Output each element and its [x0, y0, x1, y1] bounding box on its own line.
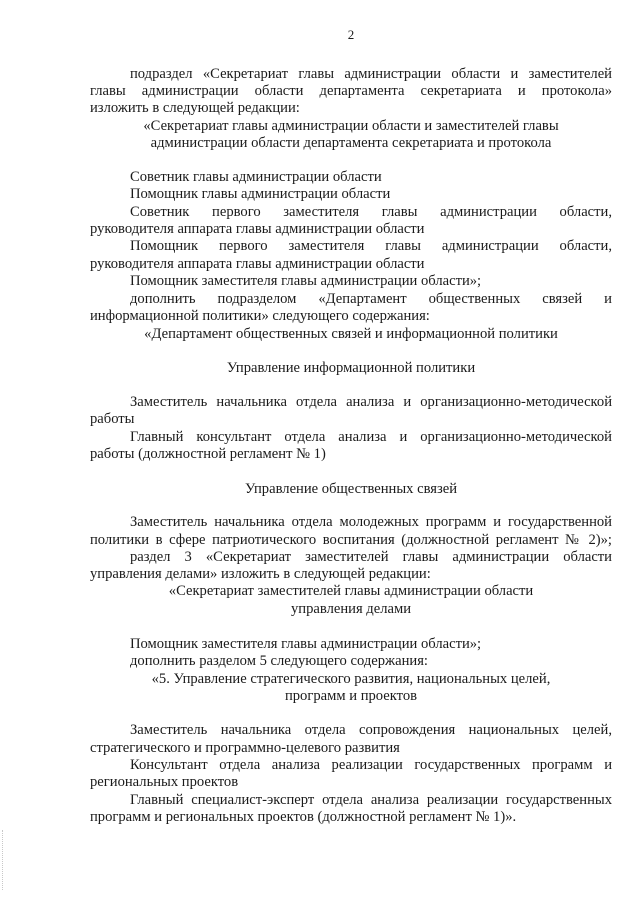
- text-line: управления делами» изложить в следующей редакции:: [90, 566, 431, 582]
- text-line: информационной политики» следующего содержания:: [90, 308, 430, 324]
- position-line: Главный специалист-эксперт отдела анализа реализации государственных: [130, 792, 612, 808]
- quoted-heading: «5. Управление стратегического развития, национальных целей,: [151, 671, 551, 687]
- scan-margin-mark: [2, 830, 7, 890]
- section-heading: Управление общественных связей: [244, 481, 458, 497]
- document-page: [90, 0, 612, 905]
- section-heading: Управление информационной политики: [226, 360, 476, 376]
- text-line: дополнить подразделом «Департамент общественных связей и: [130, 291, 612, 307]
- position-line: Заместитель начальника отдела молодежных программ и государственной: [130, 514, 612, 530]
- text-line: главы администрации области департамента секретариата и протокола»: [90, 83, 612, 99]
- page-number: 2: [347, 27, 355, 42]
- quoted-heading: программ и проектов: [284, 688, 418, 704]
- position-line: Консультант отдела анализа реализации государственных программ и: [130, 757, 612, 773]
- position-line: руководителя аппарата главы администрации области: [90, 256, 425, 272]
- position-line: Помощник первого заместителя главы администрации области,: [130, 238, 612, 254]
- position-line: Советник первого заместителя главы администрации области,: [130, 204, 612, 220]
- text-line: раздел 3 «Секретариат заместителей главы администрации области: [130, 549, 612, 565]
- position-line: политики в сфере патриотического воспитания (должностной регламент № 2)»;: [90, 532, 612, 548]
- quoted-heading: управления делами: [290, 601, 412, 617]
- position-line: Главный консультант отдела анализа и организационно-методической: [130, 429, 612, 445]
- text-line: дополнить разделом 5 следующего содержания:: [130, 653, 428, 669]
- position-line: Помощник заместителя главы администрации области»;: [130, 636, 482, 652]
- position-line: работы (должностной регламент № 1): [90, 446, 326, 462]
- position-line: руководителя аппарата главы администрации области: [90, 221, 425, 237]
- position-line: Помощник заместителя главы администрации области»;: [130, 273, 482, 289]
- position-line: программ и региональных проектов (должностной регламент № 1)».: [90, 809, 517, 825]
- quoted-heading: «Секретариат главы администрации области и заместителей главы: [143, 118, 559, 134]
- position-line: Советник главы администрации области: [130, 169, 382, 185]
- quoted-heading: «Департамент общественных связей и информационной политики: [144, 326, 558, 342]
- quoted-heading: «Секретариат заместителей главы администрации области: [168, 583, 534, 599]
- position-line: Заместитель начальника отдела сопровождения национальных целей,: [130, 722, 612, 738]
- position-line: региональных проектов: [90, 774, 239, 790]
- text-line: изложить в следующей редакции:: [90, 100, 300, 116]
- position-line: работы: [90, 411, 135, 427]
- text-line: подраздел «Секретариат главы администрации области и заместителей: [130, 66, 612, 82]
- position-line: стратегического и программно-целевого развития: [90, 740, 400, 756]
- position-line: Заместитель начальника отдела анализа и организационно-методической: [130, 394, 612, 410]
- position-line: Помощник главы администрации области: [130, 186, 391, 202]
- quoted-heading: администрации области департамента секретариата и протокола: [150, 135, 552, 151]
